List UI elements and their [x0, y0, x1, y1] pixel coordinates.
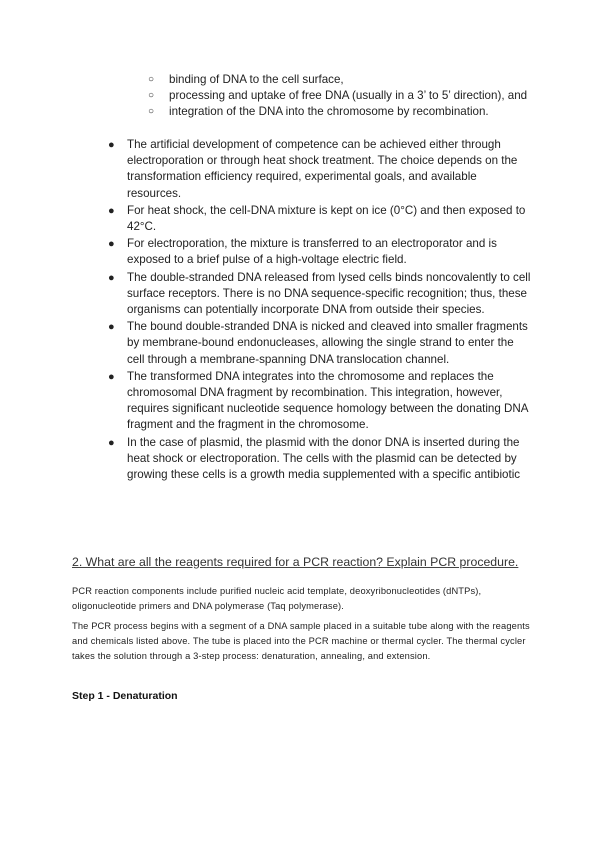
bullet-item: [108, 319, 533, 368]
bullet-text: For electroporation, the mixture is transferred to an electroporator and is exposed to a brief pulse of a high-voltage electric field.: [127, 237, 497, 267]
sub-bullet-item: [148, 72, 528, 88]
bullet-text: The transformed DNA integrates into the chromosome and replaces the chromosomal DNA fragment by recombination. This integration, however, requires significant nucleotide sequence homology between the donating DNA fragment and the fragment in the chromosome.: [127, 369, 528, 432]
pcr-process-paragraph: The PCR process begins with a segment of a DNA sample placed in a suitable tube along with the reagents and chemicals listed above. The tube is placed into the PCR machine or thermal cycler. The thermal cycler takes the solution through a 3-step process: denaturation, annealing, and extension.: [72, 621, 530, 661]
bullet-text: In the case of plasmid, the plasmid with the donor DNA is inserted during the heat shock or electroporation. The cells with the plasmid can be detected by growing these cells is a growth media supplemented with a specific antibiotic: [127, 435, 521, 482]
bullet-item: [108, 435, 533, 484]
filled-circle-bullet-icon: ●: [108, 139, 115, 151]
filled-circle-bullet-icon: ●: [108, 436, 115, 449]
bullet-text: For heat shock, the cell-DNA mixture is kept on ice (0°C) and then exposed to 42°C.: [127, 203, 526, 234]
bullet-item: [108, 137, 533, 202]
bullet-text: The bound double-stranded DNA is nicked and cleaved into smaller fragments by membrane-bound endonucleases, allowing the single strand to enter the cell through a membrane-spanning DNA translocation channel.: [127, 320, 528, 366]
bullet-item: [108, 236, 533, 268]
step-heading: Step 1 - Denaturation: [72, 690, 178, 702]
bullet-item: [108, 369, 533, 434]
sub-bullet-list: [148, 72, 528, 121]
bullet-text: The double-stranded DNA released from lysed cells binds noncovalently to cell surface receptors. There is no DNA sequence-specific recognition; thus, these organisms can potentially incorporate DNA from outside their species.: [127, 270, 531, 317]
question-heading: 2. What are all the reagents required for a PCR reaction? Explain PCR procedure.: [72, 555, 519, 569]
sub-bullet-text: binding of DNA to the cell surface,: [169, 73, 344, 86]
sub-bullet-text: processing and uptake of free DNA (usually in a 3’ to 5’ direction), and: [169, 89, 528, 103]
filled-circle-bullet-icon: ●: [108, 370, 115, 383]
sub-bullet-item: [148, 88, 528, 104]
bullet-item: [108, 270, 533, 319]
pcr-components-paragraph: PCR reaction components include purified nucleic acid template, deoxyribonucleotides (dNTPs), oligonucleotide primers and DNA polymerase (Taq polymerase).: [72, 586, 482, 611]
filled-circle-bullet-icon: ●: [108, 321, 115, 334]
hollow-circle-bullet-icon: ○: [148, 90, 155, 102]
hollow-circle-bullet-icon: ○: [148, 74, 155, 85]
filled-circle-bullet-icon: ●: [108, 238, 115, 251]
bullet-item: [108, 203, 533, 235]
hollow-circle-bullet-icon: ○: [148, 106, 155, 118]
bullet-list: [108, 137, 533, 484]
bullet-text: The artificial development of competence can be achieved either through electroporation or through heat shock treatment. The choice depends on the transformation efficiency required, experimental goals, and available resources.: [127, 138, 518, 200]
filled-circle-bullet-icon: ●: [108, 204, 115, 217]
filled-circle-bullet-icon: ●: [108, 271, 115, 284]
sub-bullet-item: [148, 104, 528, 120]
sub-bullet-text: integration of the DNA into the chromosome by recombination.: [169, 105, 489, 119]
